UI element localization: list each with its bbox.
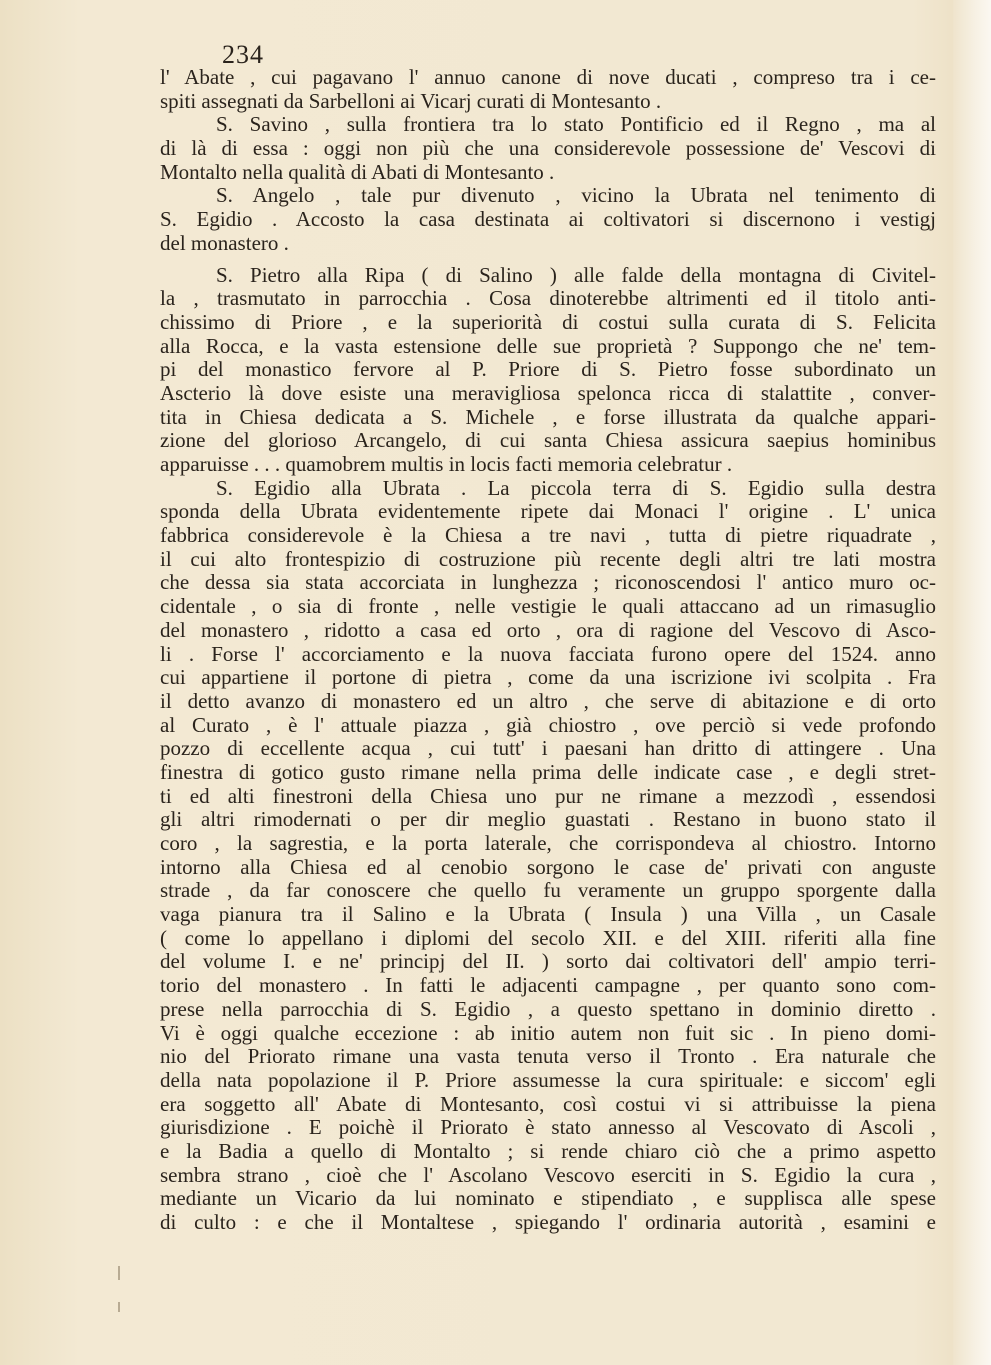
text-line: intorno alla Chiesa ed al cenobio sorgono le case de' privati con anguste xyxy=(160,855,936,879)
text-line: gli altri rimodernati o per dir meglio guastati . Restano in buono stato il xyxy=(160,808,936,832)
text-line: ( come lo appellano i diplomi del secolo XII. e del XIII. riferiti alla fine xyxy=(160,926,936,950)
text-line: finestra di gotico gusto rimane nella prima delle indicate case , e degli stret- xyxy=(160,760,936,784)
text-line: S. Egidio alla Ubrata . La piccola terra di S. Egidio sulla destra xyxy=(216,476,936,500)
text-line: tita in Chiesa dedicata a S. Michele , e forse illustrata da qualche appari- xyxy=(160,405,936,429)
text-line: S. Egidio . Accosto la casa destinata ai coltivatori si discernono i vestigj xyxy=(160,208,936,232)
margin-marks xyxy=(118,1266,122,1326)
text-line: del volume I. e ne' principj del II. ) sorto dai coltivatori dell' ampio terri- xyxy=(160,950,936,974)
text-line: del monastero . xyxy=(160,231,289,255)
text-line: la , trasmutato in parrocchia . Cosa dinoterebbe altrimenti ed il titolo anti- xyxy=(160,287,936,311)
text-line: apparuisse . . . quamobrem multis in locis facti memoria celebratur . xyxy=(160,453,733,476)
text-line: coro , la sagrestia, e la porta laterale, che corrispondeva al chiostro. Intorno xyxy=(160,832,936,855)
text-line: il cui alto frontespizio di costruzione più recente degli altri tre lati mostra xyxy=(160,547,936,571)
text-line: era soggetto all' Abate di Montesanto, così costui vi si attribuisse la piena xyxy=(160,1092,936,1116)
text-line: pi del monastico fervore al P. Priore di S. Pietro fosse subordinato un xyxy=(160,358,936,382)
text-line: cui appartiene il portone di pietra , come da una iscrizione ivi scolpita . Fra xyxy=(160,666,936,690)
text-line: Montalto nella qualità di Abati di Montesanto . xyxy=(160,160,555,184)
text-line: e la Badia a quello di Montalto ; si rende chiaro ciò che a primo aspetto xyxy=(160,1139,936,1163)
text-line: di là di essa : oggi non più che una considerevole possessione de' Vescovi di xyxy=(160,137,936,161)
text-line: S. Angelo , tale pur divenuto , vicino la Ubrata nel tenimento di xyxy=(216,184,936,208)
text-line: alla Rocca, e la vasta estensione delle sue proprietà ? Suppongo che ne' tem- xyxy=(160,334,936,358)
text-line: ti ed alti finestroni della Chiesa uno pur ne rimane a mezzodì , essendosi xyxy=(160,784,936,808)
text-line: zione del glorioso Arcangelo, di cui santa Chiesa assicura saepius hominibus xyxy=(160,429,936,453)
text-line: chissimo di Priore , e la superiorità di costui sulla curata di S. Felicita xyxy=(160,310,936,334)
text-line: prese nella parrocchia di S. Egidio , a questo spettano in dominio diretto . xyxy=(160,997,936,1021)
text-line: nio del Priorato rimane una vasta tenuta verso il Tronto . Era naturale che xyxy=(160,1045,936,1069)
text-line: li . Forse l' accorciamento e la nuova facciata furono opere del 1524. anno xyxy=(160,642,936,666)
text-line: Ascterio là dove esiste una meravigliosa spelonca ricca di stalattite , conver- xyxy=(160,381,936,405)
text-line: torio del monastero . In fatti le adjacenti campagne , per quanto sono com- xyxy=(160,974,936,998)
text-line: sponda della Ubrata evidentemente ripete dai Monaci l' origine . L' unica xyxy=(160,500,936,524)
text-line: al Curato , è l' attuale piazza , già chiostro , ove perciò si vede profondo xyxy=(160,713,936,737)
text-line: di culto : e che il Montaltese , spiegando l' ordinaria autorità , esamini e xyxy=(160,1211,936,1234)
text-line: strade , da far conoscere che quello fu veramente un gruppo sporgente dalla xyxy=(160,879,936,903)
body-text xyxy=(160,66,936,1235)
text-line: S. Pietro alla Ripa ( di Salino ) alle falde della montagna di Civitel- xyxy=(216,263,936,287)
text-line: pozzo di eccellente acqua , cui tutt' i paesani han dritto di attingere . Una xyxy=(160,737,936,761)
text-line: mediante un Vicario da lui nominato e stipendiato , e supplisca alle spese xyxy=(160,1187,936,1211)
text-line: l' Abate , cui pagavano l' annuo canone di nove ducati , compreso tra i ce- xyxy=(160,66,936,89)
text-line: giurisdizione . E poichè il Priorato è stato annesso al Vescovato di Ascoli , xyxy=(160,1116,936,1140)
text-line: il detto avanzo di monastero ed un altro , che serve di abitazione e di orto xyxy=(160,689,936,713)
page-edge xyxy=(953,0,991,1365)
text-line: della nata popolazione il P. Priore assumesse la cura spirituale: e siccom' egli xyxy=(160,1068,936,1092)
text-line: del monastero , ridotto a casa ed orto , ora di ragione del Vescovo di Asco- xyxy=(160,618,936,642)
text-line: che dessa sia stata accorciata in lunghezza ; riconoscendosi l' antico muro oc- xyxy=(160,571,936,595)
text-line: Vi è oggi qualche eccezione : ab initio autem non fuit sic . In pieno domi- xyxy=(160,1021,936,1045)
text-line: S. Savino , sulla frontiera tra lo stato Pontificio ed il Regno , ma al xyxy=(216,113,936,137)
text-line: sembra strano , cioè che l' Ascolano Vescovo eserciti in S. Egidio la cura , xyxy=(160,1163,936,1187)
page-number: 234 xyxy=(222,40,264,69)
text-line: fabbrica considerevole è la Chiesa a tre navi , tutta di pietre riquadrate , xyxy=(160,524,936,548)
text-line: spiti assegnati da Sarbelloni ai Vicarj curati di Montesanto . xyxy=(160,89,662,113)
text-line: vaga pianura tra il Salino e la Ubrata ( Insula ) una Villa , un Casale xyxy=(160,903,936,927)
text-line: cidentale , o sia di fronte , nelle vestigie le quali attaccano ad un rimasuglio xyxy=(160,595,936,619)
